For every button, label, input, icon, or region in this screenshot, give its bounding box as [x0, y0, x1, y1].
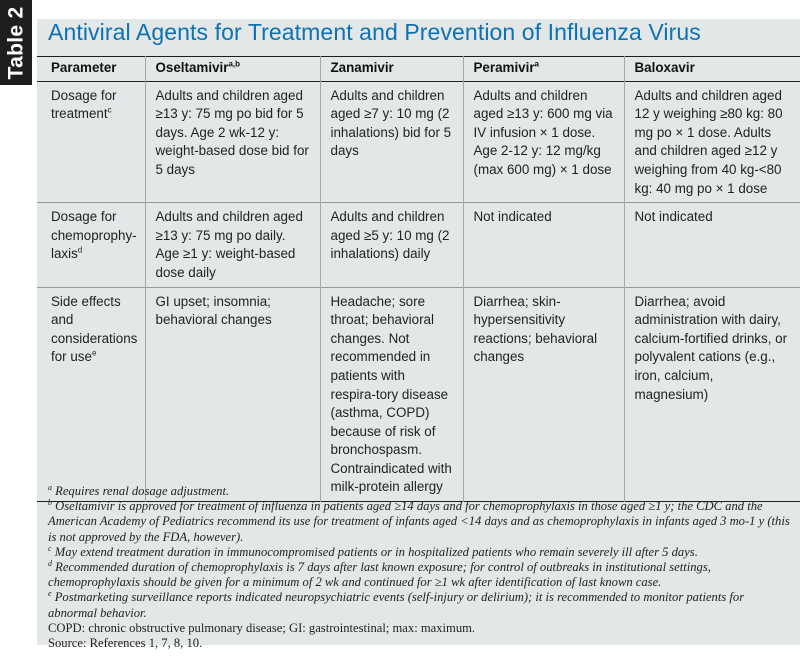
- cell-baloxavir: Not indicated: [624, 203, 800, 287]
- footnote-text: Oseltamivir is approved for treatment of influenza in patients aged ≥14 days and for chemoprophylaxis in those aged ≥1 y; the CDC and the American Academy of Pediatrics recommend its use for treatment of infants aged <14 days and as chemoprophylaxis in infants aged 3 mo-1 y (this is not approved by the FDA, however).: [48, 499, 790, 544]
- source-note: Source: References 1, 7, 8, 10.: [48, 636, 203, 651]
- table-title: Antiviral Agents for Treatment and Prevention of Influenza Virus: [48, 19, 701, 45]
- cell-zanamivir: Headache; sore throat; behavioral changes. Not recommended in patients with respira-tory disease (asthma, COPD) because of risk of bronchospasm. Contraindicated with milk-protein allergy: [320, 287, 463, 502]
- footnote-e: [48, 590, 793, 620]
- cell-zanamivir: Adults and children aged ≥5 y: 10 mg (2 inhalations) daily: [320, 203, 463, 287]
- footnote-mark: e: [48, 589, 52, 599]
- row-label-sup: e: [91, 348, 97, 358]
- row-label-text: Dosage for treatment: [51, 87, 117, 122]
- footnote-mark: a: [48, 482, 52, 492]
- cell-baloxavir: Diarrhea; avoid administration with dairy, calcium-fortified drinks, or polyvalent cations (e.g., iron, calcium, magnesium): [624, 287, 800, 502]
- row-label-sup: d: [77, 245, 83, 255]
- footnote-text: Postmarketing surveillance reports indicated neuropsychiatric events (self-injury or delirium); it is recommended to monitor patients for abnormal behavior.: [48, 590, 745, 620]
- table-number-tab: [0, 0, 32, 85]
- cell-peramivir: Diarrhea; skin-hypersensitivity reactions; behavioral changes: [463, 287, 624, 502]
- footnote-b: [48, 499, 793, 545]
- col-header-oseltamivir-label: Oseltamivir: [155, 60, 229, 75]
- col-header-zanamivir: [320, 57, 463, 82]
- col-header-zanamivir-label: Zanamivir: [330, 60, 394, 75]
- footnote-mark: d: [48, 558, 52, 568]
- footnote-text: Requires renal dosage adjustment.: [52, 484, 230, 498]
- abbreviations-note: COPD: chronic obstructive pulmonary disease; GI: gastrointestinal; max: maximum.: [48, 620, 476, 635]
- col-header-oseltamivir: [145, 57, 320, 82]
- table-row-dosage-treatment: [37, 81, 800, 203]
- footnote-c: [48, 545, 793, 560]
- cell-oseltamivir: GI upset; insomnia; behavioral changes: [145, 287, 320, 502]
- row-label-sup: c: [107, 105, 112, 115]
- footnote-mark: b: [48, 498, 52, 508]
- cell-oseltamivir: Adults and children aged ≥13 y: 75 mg po bid for 5 days. Age 2 wk-12 y: weight-based dose bid for 5 days: [145, 81, 320, 203]
- footnote-d: [48, 560, 793, 590]
- footnote-text: Recommended duration of chemoprophylaxis is 7 days after last known exposure; for control of outbreaks in institutional settings, chemoprophylaxis should be given for a minimum of 2 wk and continued for ≥1 wk after identification of last known case.: [48, 560, 711, 590]
- col-header-oseltamivir-sup: a,b: [228, 59, 241, 69]
- row-label-side-effects: [37, 287, 145, 502]
- col-header-peramivir-label: Peramivir: [473, 60, 535, 75]
- cell-peramivir: Adults and children aged ≥13 y: 600 mg via IV infusion × 1 dose. Age 2-12 y: 12 mg/kg (max 600 mg) × 1 dose: [463, 81, 624, 203]
- col-header-peramivir-sup: a: [534, 59, 539, 69]
- table-footnotes: [48, 484, 793, 651]
- col-header-baloxavir-label: Baloxavir: [634, 60, 695, 75]
- cell-oseltamivir: Adults and children aged ≥13 y: 75 mg po daily. Age ≥1 y: weight-based dose daily: [145, 203, 320, 287]
- row-label-dosage-treatment: [37, 81, 145, 203]
- row-label-dosage-chemoprophylaxis: [37, 203, 145, 287]
- footnote-a: [48, 484, 793, 499]
- table-header-row: [37, 57, 800, 82]
- row-label-text: Side effects and considerations for use: [51, 293, 138, 365]
- cell-peramivir: Not indicated: [463, 203, 624, 287]
- table-panel: [37, 19, 800, 651]
- cell-zanamivir: Adults and children aged ≥7 y: 10 mg (2 inhalations) bid for 5 days: [320, 81, 463, 203]
- cell-baloxavir: Adults and children aged 12 y weighing ≥80 kg: 80 mg po × 1 dose. Adults and children aged ≥12 y weighing from 40 kg-<80 kg: 40 mg po × 1 dose: [624, 81, 800, 203]
- table-number-label: Table 2: [4, 6, 27, 79]
- col-header-peramivir: [463, 57, 624, 82]
- table-row-dosage-chemoprophylaxis: [37, 203, 800, 287]
- col-header-parameter: Parameter: [51, 60, 117, 75]
- footnote-text: May extend treatment duration in immunocompromised patients or in hospitalized patients who remain severely ill after 5 days.: [51, 544, 698, 559]
- col-header-baloxavir: [624, 57, 800, 82]
- footnote-mark: c: [48, 543, 52, 553]
- table-row-side-effects: [37, 287, 800, 502]
- row-label-text: Dosage for chemoprophy-laxis: [51, 209, 137, 262]
- antiviral-table: [37, 56, 800, 502]
